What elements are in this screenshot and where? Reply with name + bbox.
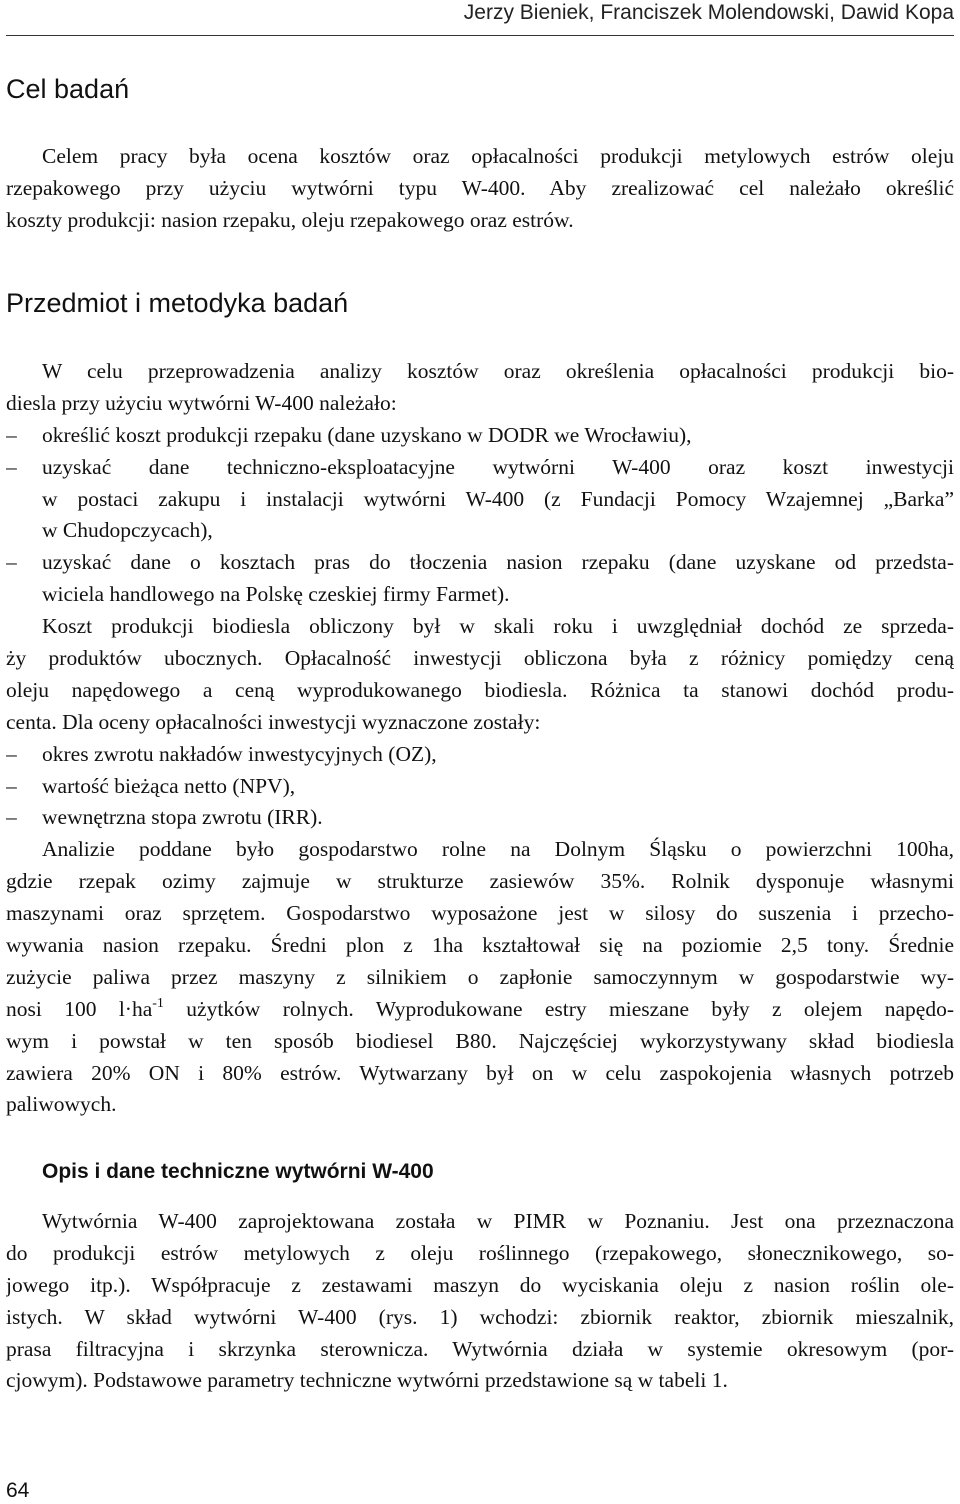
text-line: ży produktów ubocznych. Opłacalność inwestycji obliczona była z różnicy pomiędzy ceną xyxy=(6,646,954,671)
text-line: istych. W skład wytwórni W-400 (rys. 1) wchodzi: zbiornik reaktor, zbiornik mieszalnik, xyxy=(6,1304,954,1329)
list-item xyxy=(6,420,954,452)
section3-paragraph xyxy=(6,1206,954,1397)
text-line: wywania nasion rzepaku. Średni plon z 1ha kształtował się na poziomie 2,5 tony. Średnie xyxy=(6,933,954,958)
text-line: diesla przy użyciu wytwórni W-400 należało: xyxy=(6,390,397,415)
header-rule xyxy=(6,35,954,36)
text-line: maszynami oraz sprzętem. Gospodarstwo wyposażone jest w silosy do suszenia i przecho- xyxy=(6,901,954,926)
list-item: – wartość bieżąca netto (NPV), xyxy=(6,771,954,803)
text-line: nosi 100 $l\cdot ha^{-1}$ użytków rolnych. Wyprodukowane estry mieszane były z olejem napędo- xyxy=(6,995,954,1021)
text-line: zużycie paliwa przez maszyny z silnikiem o zapłonie samoczynnym w gospodarstwie wy- xyxy=(6,964,954,989)
text-line: W celu przeprowadzenia analizy kosztów oraz określenia opłacalności produkcji bio- xyxy=(42,359,954,383)
list-item xyxy=(6,452,954,548)
page-number: 64 xyxy=(6,1479,30,1502)
text-line: do produkcji estrów metylowych z oleju roślinnego (rzepakowego, słonecznikowego, so- xyxy=(6,1240,954,1265)
text-line: Celem pracy była ocena kosztów oraz opłacalności produkcji metylowych estrów oleju xyxy=(42,144,954,168)
section2-body xyxy=(6,356,954,1121)
text-line: Koszt produkcji biodiesla obliczony był w skali roku i uwzględniał dochód ze sprzeda- xyxy=(42,614,954,639)
section1-paragraph xyxy=(6,141,954,237)
dash-bullet: – xyxy=(6,741,17,766)
text-line: – uzyskać dane techniczno-eksploatacyjne wytwórni W-400 oraz koszt inwestycji xyxy=(6,452,954,484)
text-line: paliwowych. xyxy=(6,1092,117,1117)
list-item: – okres zwrotu nakładów inwestycyjnych (OZ), xyxy=(6,739,954,771)
text-line: – określić koszt produkcji rzepaku (dane uzyskano w DODR we Wrocławiu), xyxy=(6,420,954,452)
text-line: prasa filtracyjna i skrzynka sterownicza. Wytwórnia działa w systemie okresowym (por- xyxy=(6,1336,954,1361)
dash-bullet: – xyxy=(6,805,17,830)
section-title-opis: Opis i dane techniczne wytwórni W-400 xyxy=(42,1160,434,1183)
section-title-przedmiot: Przedmiot i metodyka badań xyxy=(6,288,349,318)
text-line: – uzyskać dane o kosztach pras do tłoczenia nasion rzepaku (dane uzyskane od przedsta- xyxy=(6,547,954,579)
text-line: cjowym). Podstawowe parametry techniczne wytwórni przedstawione są w tabeli 1. xyxy=(6,1368,728,1393)
text-line: wym i powstał w ten sposób biodiesel B80. Najczęściej wykorzystywany skład biodiesla xyxy=(6,1028,954,1053)
text-line: w postaci zakupu i instalacji wytwórni W-400 (z Fundacji Pomocy Wzajemnej „Barka” xyxy=(42,486,954,511)
text-line: jowego itp.). Współpracuje z zestawami maszyn do wyciskania oleju z nasion roślin ole- xyxy=(6,1272,954,1297)
running-header-authors: Jerzy Bieniek, Franciszek Molendowski, Dawid Kopa xyxy=(463,1,954,24)
superscript: -1 xyxy=(152,995,164,1011)
text-line: wiciela handlowego na Polskę czeskiej firmy Farmet). xyxy=(42,582,510,607)
text-line: Analizie poddane było gospodarstwo rolne na Dolnym Śląsku o powierzchni 100ha, xyxy=(42,837,954,862)
text-line: rzepakowego przy użyciu wytwórni typu W-400. Aby zrealizować cel należało określić xyxy=(6,175,954,200)
list-item xyxy=(6,547,954,611)
section-title-cel-badan: Cel badań xyxy=(6,74,130,104)
dash-bullet: – xyxy=(6,422,17,447)
text-line: w Chudopczycach), xyxy=(42,518,213,543)
text-line: koszty produkcji: nasion rzepaku, oleju rzepakowego oraz estrów. xyxy=(6,207,574,232)
dash-bullet: – xyxy=(6,773,17,798)
text-line: zawiera 20% ON i 80% estrów. Wytwarzany był on w celu zaspokojenia własnych potrzeb xyxy=(6,1060,954,1085)
dash-bullet: – xyxy=(6,454,17,479)
text-line: Wytwórnia W-400 zaprojektowana została w PIMR w Poznaniu. Jest ona przeznaczona xyxy=(42,1209,954,1233)
text-line: gdzie rzepak ozimy zajmuje w strukturze zasiewów 35%. Rolnik dysponuje własnymi xyxy=(6,869,954,894)
list-item: – wewnętrzna stopa zwrotu (IRR). xyxy=(6,802,954,834)
text-line: oleju napędowego a ceną wyprodukowanego biodiesla. Różnica ta stanowi dochód produ- xyxy=(6,677,954,702)
dash-bullet: – xyxy=(6,550,17,575)
text-line: centa. Dla oceny opłacalności inwestycji wyznaczone zostały: xyxy=(6,709,541,734)
